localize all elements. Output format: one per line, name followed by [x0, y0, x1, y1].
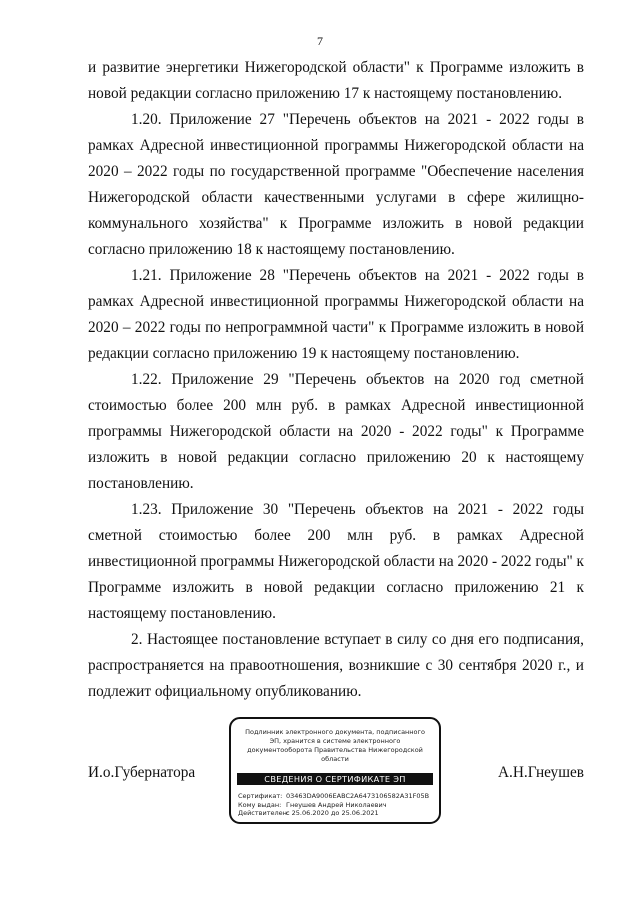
document-body [88, 55, 584, 705]
page-number: 7 [317, 34, 323, 48]
paragraph-1-21: 1.21. Приложение 28 "Перечень объектов на 2021 - 2022 годы в рамках Адресной инвестиционной программы Нижегородской области на 2020 – 2022 годы по непрограммной части" к Программе изложить в новой редакции согласно приложению 19 к настоящему постановлению. [88, 267, 584, 362]
e-signature-stamp [229, 717, 441, 824]
paragraph-1-20: 1.20. Приложение 27 "Перечень объектов на 2021 - 2022 годы в рамках Адресной инвестиционной программы Нижегородской области на 2020 – 2022 годы по государственной программе "Обеспечение населения Нижегородской области качественными услугами в сфере жилищно-коммунального хозяйства" к Программе изложить в новой редакции согласно приложению 18 к настоящему постановлению. [88, 111, 584, 258]
certificate-line [238, 792, 439, 801]
paragraph-1-22: 1.22. Приложение 29 "Перечень объектов на 2020 год сметной стоимостью более 200 млн руб. в рамках Адресной инвестиционной программы Нижегородской области на 2020 - 2022 годы" к Программе изложить в новой редакции согласно приложению 20 к настоящему постановлению. [88, 371, 584, 492]
stamp-title: СВЕДЕНИЯ О СЕРТИФИКАТЕ ЭП [237, 773, 433, 785]
certificate-value: 03463DA9006EABC2A6473106582A31F05B [286, 792, 430, 800]
stamp-header: Подлинник электронного документа, подписанного ЭП, хранится в системе электронного документооборота Правительства Нижегородской области [245, 728, 425, 763]
paragraph-continuation: и развитие энергетики Нижегородской области" к Программе изложить в новой редакции согласно приложению 17 к настоящему постановлению. [88, 59, 584, 102]
signatory-name: А.Н.Гнеушев [497, 764, 584, 781]
validity-label: Действителен: [238, 809, 290, 817]
stamp-details [238, 792, 439, 818]
paragraph-1-23: 1.23. Приложение 30 "Перечень объектов на 2021 - 2022 годы сметной стоимостью более 200 млн руб. в рамках Адресной инвестиционной программы Нижегородской области на 2020 - 2022 годы" к Программе изложить в новой редакции согласно приложению 21 к настоящему постановлению. [88, 501, 584, 622]
owner-value: Гнеушев Андрей Николаевич [286, 800, 387, 809]
owner-label: Кому выдан: [238, 800, 282, 809]
certificate-label: Сертификат: [238, 792, 283, 800]
owner-line [238, 801, 439, 810]
validity-value: с 25.06.2020 до 25.06.2021 [286, 809, 379, 817]
signatory-position: И.о.Губернатора [88, 764, 196, 781]
paragraph-2: 2. Настоящее постановление вступает в силу со дня его подписания, распространяется на правоотношения, возникшие с 30 сентября 2020 г., и подлежит официальному опубликованию. [88, 631, 584, 700]
validity-line [238, 809, 439, 818]
